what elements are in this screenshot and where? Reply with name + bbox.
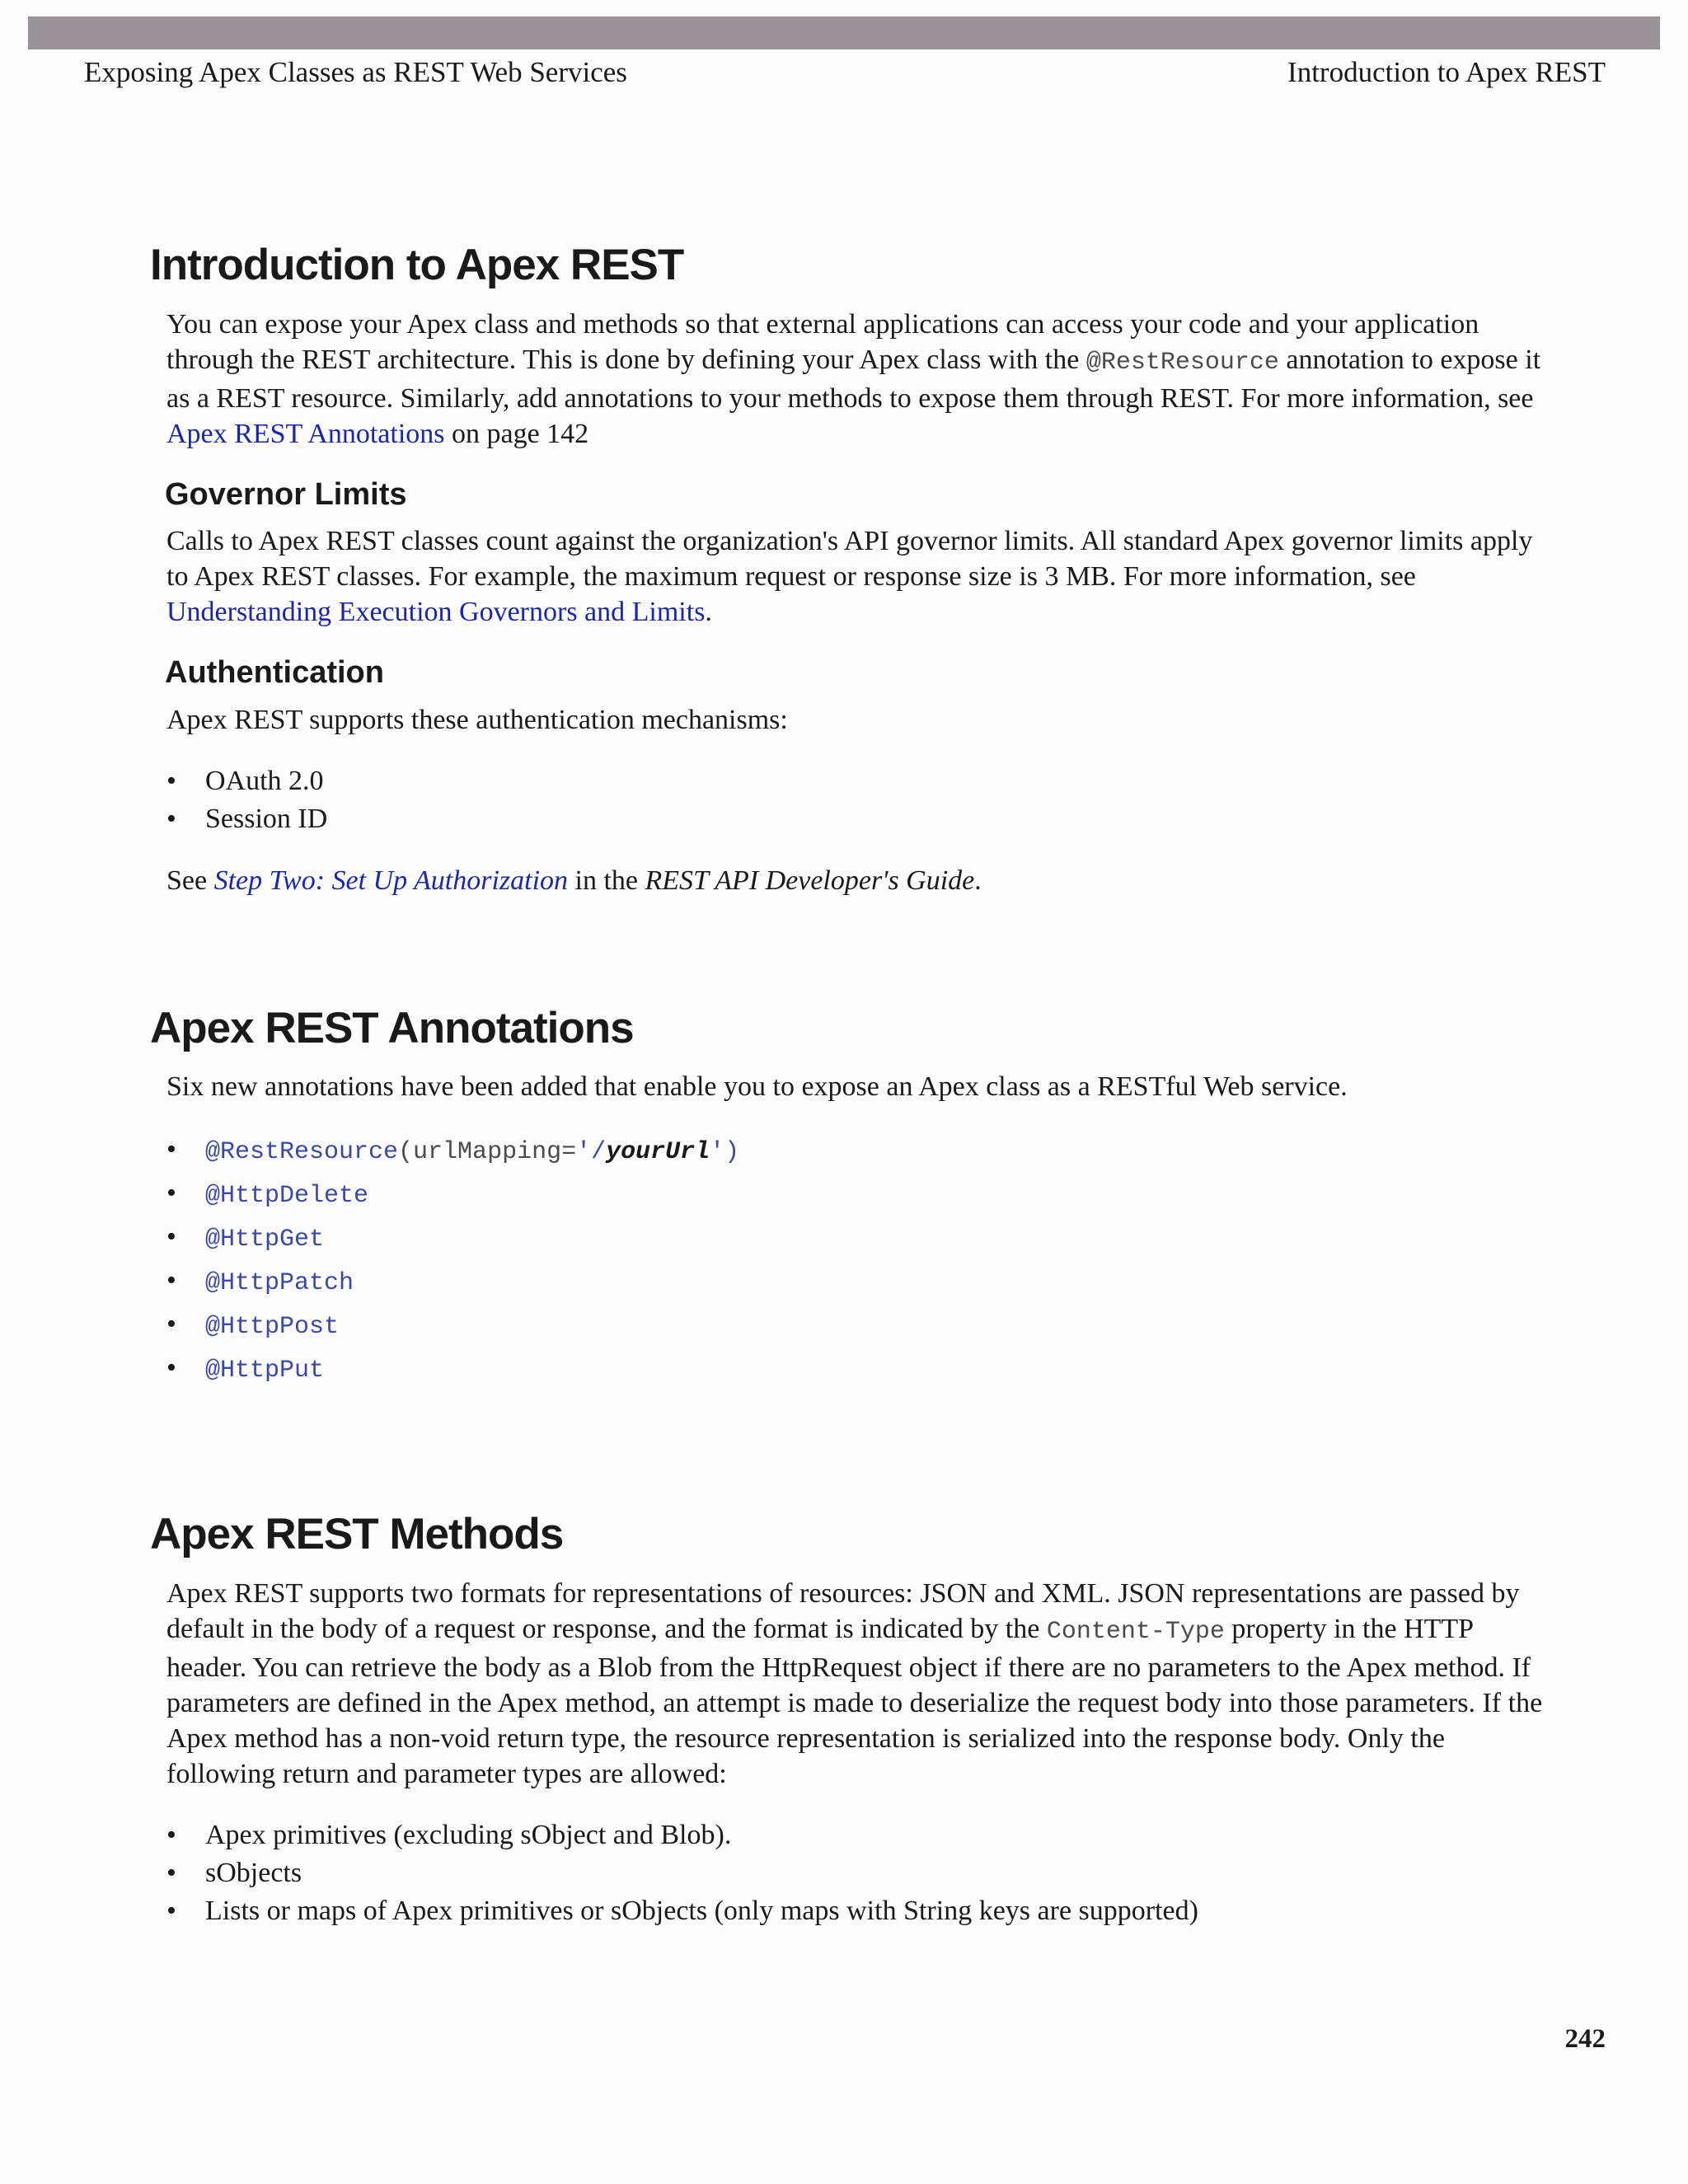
list-item	[166, 1260, 1543, 1304]
running-header-left: Exposing Apex Classes as REST Web Services	[84, 56, 627, 88]
httpget-link[interactable]: @HttpGet	[205, 1226, 325, 1254]
httppost-link[interactable]: @HttpPost	[205, 1313, 340, 1342]
annotations-title: Apex REST Annotations	[150, 1003, 634, 1052]
methods-list	[166, 1816, 1543, 1930]
authentication-see-also: See Step Two: Set Up Authorization in the REST API Developer's Guide.	[166, 865, 982, 896]
page-content	[150, 239, 1543, 1955]
list-item: • Session ID	[166, 800, 1543, 838]
httppatch-link[interactable]: @HttpPatch	[205, 1269, 354, 1298]
authentication-intro: Apex REST supports these authentication mechanisms:	[166, 704, 788, 735]
running-header-right: Introduction to Apex REST	[1287, 56, 1606, 88]
restresource-link[interactable]: @RestResource(urlMapping='/yourUrl')	[205, 1138, 740, 1167]
governor-limits-paragraph: Calls to Apex REST classes count against the organization's API governor limits. All standard Apex governor limits apply to Apex REST classes. For example, the maximum request or response size is 3 MB. For more information, see Understanding Execution Governors and Limits.	[166, 526, 1533, 628]
methods-title: Apex REST Methods	[150, 1510, 564, 1559]
set-up-authorization-link[interactable]: Step Two: Set Up Authorization	[213, 865, 569, 896]
list-item	[166, 1173, 1543, 1216]
content-type-code: Content-Type	[1046, 1617, 1225, 1646]
httpdelete-link[interactable]: @HttpDelete	[205, 1182, 369, 1211]
governor-limits-heading: Governor Limits	[165, 476, 407, 512]
list-item	[166, 1304, 1543, 1347]
annotations-list	[166, 1129, 1543, 1391]
list-item	[166, 1347, 1543, 1391]
authentication-list	[166, 762, 1543, 838]
guide-title: REST API Developer's Guide	[645, 865, 975, 896]
intro-title: Introduction to Apex REST	[150, 241, 684, 289]
list-item: • Apex primitives (excluding sObject and Blob).	[166, 1816, 1543, 1854]
header-bar	[28, 16, 1660, 49]
intro-paragraph: You can expose your Apex class and methods so that external applications can access your code and your application through the REST architecture. This is done by defining your Apex class with the @RestResource annotation to expose it as a REST resource. Similarly, add annotations to your methods to expose them through REST. For more information, see Apex REST Annotations on page 142	[166, 308, 1541, 449]
page-number: 242	[1564, 2024, 1606, 2054]
authentication-heading: Authentication	[165, 655, 384, 691]
list-item: • Lists or maps of Apex primitives or sObjects (only maps with String keys are supported)	[166, 1892, 1543, 1930]
list-item: • sObjects	[166, 1854, 1543, 1892]
restresource-code: @RestResource	[1085, 348, 1279, 377]
list-item	[166, 1129, 1543, 1173]
list-item	[166, 1216, 1543, 1260]
annotations-intro: Six new annotations have been added that enable you to expose an Apex class as a RESTful Web service.	[166, 1071, 1348, 1103]
methods-paragraph: Apex REST supports two formats for representations of resources: JSON and XML. JSON representations are passed by default in the body of a request or response, and the format is indicated by the Content-Type property in the HTTP header. You can retrieve the body as a Blob from the HttpRequest object if there are no parameters to the Apex method. If parameters are defined in the Apex method, an attempt is made to deserialize the request body into those parameters. If the Apex method has a non-void return type, the resource representation is serialized into the response body. Only the following return and parameter types are allowed:	[166, 1577, 1543, 1789]
apex-rest-annotations-link[interactable]: Apex REST Annotations	[166, 418, 445, 449]
list-item: • OAuth 2.0	[166, 762, 1543, 800]
httpput-link[interactable]: @HttpPut	[205, 1357, 325, 1385]
understanding-governors-link[interactable]: Understanding Execution Governors and Limits	[166, 597, 706, 628]
